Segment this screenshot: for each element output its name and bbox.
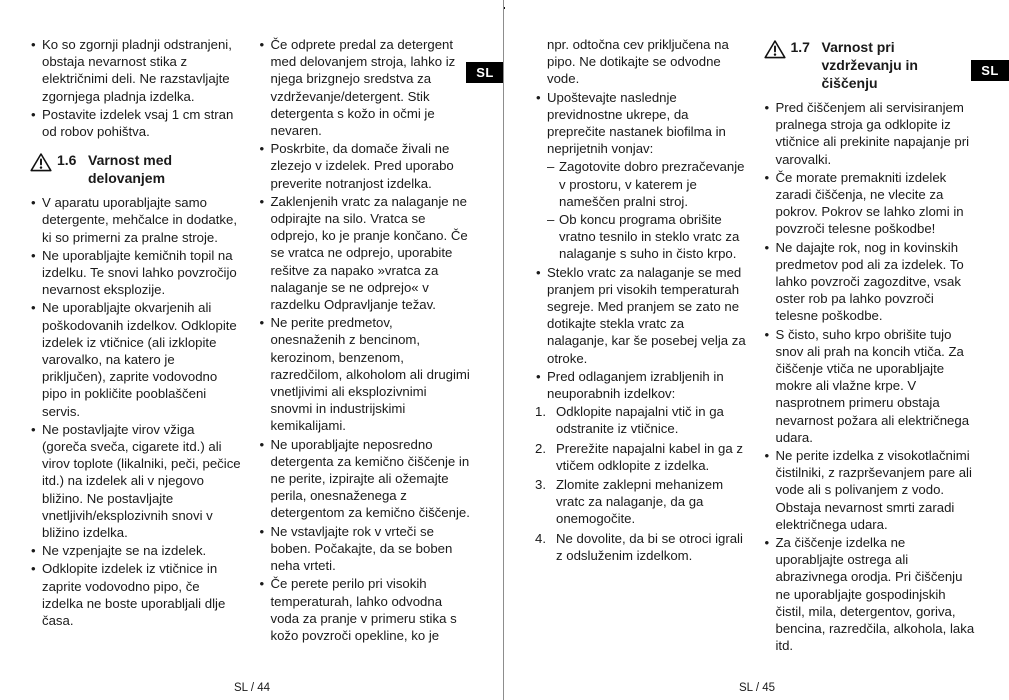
list-item: • Če perete perilo pri visokih temperaturah, lahko odvodna voda za pranje v primeru stika s kožo povzroči opekline, ko je [259, 575, 471, 644]
list-item: • Pred odlaganjem izrabljenih in neuporabnih izdelkov: [535, 368, 747, 402]
list-item: • Če odprete predal za detergent med delovanjem stroja, lahko iz njega brizgnejo sredstva za vzdrževanje/detergent. Stik detergenta s kožo in očmi je nevaren. [259, 36, 471, 139]
numbered-item [535, 476, 747, 528]
list-item: • Ne vstavljajte rok v vrteči se boben. Počakajte, da se boben neha vrteti. [259, 523, 471, 575]
section-number: 1.7 [790, 39, 810, 55]
step-number: 3. [535, 477, 546, 493]
section-number: 1.6 [57, 152, 77, 169]
section-title: Varnost pri vzdrževanju in čiščenju [821, 39, 918, 91]
numbered-item [535, 403, 747, 437]
list-item: • Pred čiščenjem ali servisiranjem pralnega stroja ga odklopite iz vtičnice ali prekinite napajanje pri varovalki. [764, 99, 976, 168]
list-item: • Za čiščenje izdelka ne uporabljajte ostrega ali abrazivnega orodja. Pri čiščenju ne uporabljajte gospodinjskih čistil, mila, detergentov, goriva, bencina, razredčila, alkohola, laka itd. [764, 534, 976, 654]
page-number: SL / 45 [738, 682, 776, 694]
step-number: 1. [535, 404, 546, 420]
step-number: 4. [535, 530, 546, 546]
language-badge: SL [971, 60, 1009, 81]
section-heading-1-7 [764, 38, 976, 92]
section-heading-1-6 [30, 151, 242, 187]
list-item: • Ne perite predmetov, onesnaženih z bencinom, kerozinom, benzenom, razredčilom, alkoholom ali drugimi vnetljivimi ali eksplozivnimi snovmi in industrijskimi kemikalijami. [259, 314, 471, 434]
list-item: • Poskrbite, da domače živali ne zlezejo v izdelek. Pred uporabo preverite notranjost izdelka. [259, 140, 471, 192]
page-left-column-2 [259, 36, 471, 645]
sub-list-item: – Zagotovite dobro prezračevanje v prostoru, v katerem je nameščen pralni stroj. [547, 158, 747, 210]
page-number: SL / 44 [233, 682, 271, 694]
list-item: • Ne uporabljajte kemičnih topil na izdelku. Te snovi lahko povzročijo nevarnost eksplozije. [30, 247, 242, 299]
page-left-content [30, 36, 470, 645]
language-badge: SL [466, 62, 504, 83]
list-item: • S čisto, suho krpo obrišite tujo snov ali prah na koncih vtiča. Za čiščenje vtiča ne uporabljajte mokre ali vlažne krpe. V nasprotnem primeru obstaja nevarnost požara ali električnega udara. [764, 326, 976, 446]
step-text: Zlomite zaklepni mehanizem vratc za nalaganje, da ga onemogočite. [556, 477, 724, 527]
warning-icon [30, 151, 57, 187]
list-item: • Ne vzpenjajte se na izdelek. [30, 542, 242, 559]
list-item: • Steklo vratc za nalaganje se med pranjem pri visokih temperaturah segreje. Med pranjem se zato ne dotikajte stekla vratc za nalaganje, kar še posebej velja za otroke. [535, 264, 747, 367]
list-item: • Ne perite izdelka z visokotlačnimi čistilniki, z razprševanjem pare ali vode ali s polivanjem z vodo. Obstaja nevarnost smrti zaradi električnega udara. [764, 447, 976, 533]
numbered-item [535, 440, 747, 474]
list-item: • Ne postavljajte virov vžiga (goreča sveča, cigarete itd.) ali virov toplote (likalniki, peči, pečice itd.) na izdelek ali v njegovo bližino. Ne postavljajte vnetljivih/eksplozivnih snovi v bližino izdelka. [30, 421, 242, 541]
warning-icon [764, 38, 791, 92]
page-right [505, 0, 1009, 700]
list-item: • Postavite izdelek vsaj 1 cm stran od robov pohištva. [30, 106, 242, 140]
page-right-content [535, 36, 975, 656]
list-item: • Zaklenjenih vratc za nalaganje ne odpirajte na silo. Vratca se odprejo, ko je pranje končano. Če se vratca ne odprejo, uporabite rešitve za napako »vratca za nalaganje se ne odprejo« v razdelku Odpravljanje težav. [259, 193, 471, 313]
list-item: • Odklopite izdelek iz vtičnice in zaprite vodovodno pipo, če izdelka ne boste uporabljali dlje časa. [30, 560, 242, 629]
list-item: • Če morate premakniti izdelek zaradi čiščenja, ne vlecite za pokrov. Pokrov se lahko zlomi in povzroči telesne poškodbe! [764, 169, 976, 238]
page-left-column-1 [30, 36, 242, 645]
list-item: • Ne uporabljajte okvarjenih ali poškodovanih izdelkov. Odklopite izdelek iz vtičnice (ali izklopite varovalko, na katero je priključen), zaprite vodovodno pipo in pokličite pooblaščeni servis. [30, 299, 242, 419]
page-left [0, 0, 504, 700]
numbered-item [535, 530, 747, 564]
step-text: Prerežite napajalni kabel in ga z vtičem odklopite z izdelka. [556, 440, 743, 473]
step-text: Ne dovolite, da bi se otroci igrali z odsluženim izdelkom. [556, 530, 743, 563]
list-item: • Ne uporabljajte neposredno detergenta za kemično čiščenje in ne perite, izpirajte ali ožemajte perila, onesnaženega z detergentom za kemično čiščenje. [259, 436, 471, 522]
list-item: • V aparatu uporabljajte samo detergente, mehčalce in dodatke, ki so primerni za pralne stroje. [30, 194, 242, 246]
list-item: • Upoštevajte naslednje previdnostne ukrepe, da preprečite nastanek biofilma in neprijetnih vonjav: [535, 89, 747, 158]
continuation-text: npr. odtočna cev priključena na pipo. Ne dotikajte se odvodne vode. [547, 37, 729, 87]
section-title: Varnost med delovanjem [88, 152, 173, 187]
sub-list-item: – Ob koncu programa obrišite vratno tesnilo in steklo vratc za nalaganje s suho in čisto krpo. [547, 211, 747, 263]
step-text: Odklopite napajalni vtič in ga odstranite iz vtičnice. [556, 404, 724, 437]
list-item: • Ne dajajte rok, nog in kovinskih predmetov pod ali za izdelek. To lahko povzroči zagozditve, vsak oster rob pa lahko povzroči telesne poškodbe. [764, 239, 976, 325]
list-item: • Ko so zgornji pladnji odstranjeni, obstaja nevarnost stika z električnimi deli. Ne razstavljajte zgornjega pladnja izdelka. [30, 36, 242, 105]
page-right-column-2 [764, 36, 976, 656]
page-divider [503, 0, 504, 700]
page-right-column-1 [535, 36, 747, 656]
step-number: 2. [535, 440, 546, 456]
